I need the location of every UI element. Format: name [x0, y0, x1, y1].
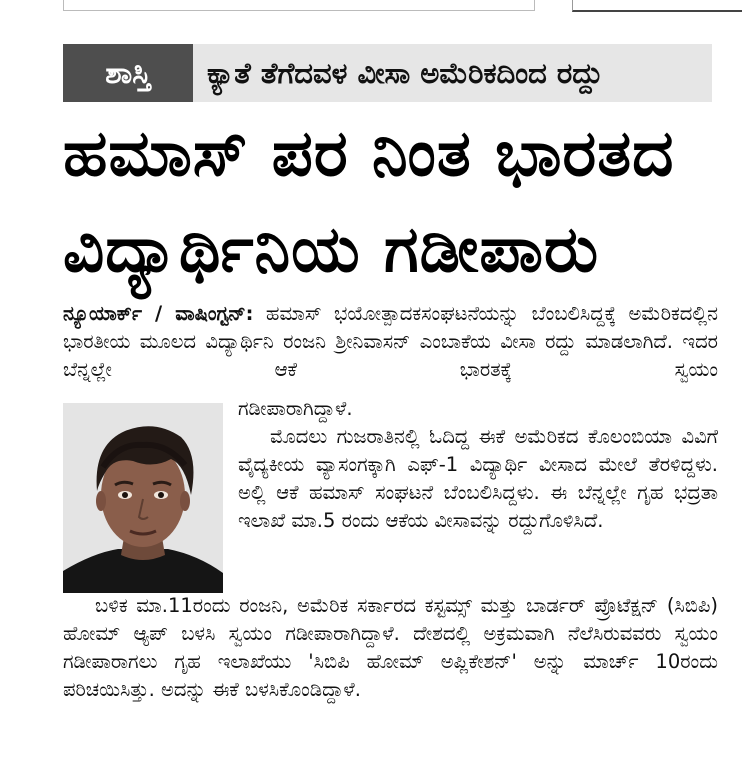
lead-continuation: ಗಡೀಪಾರಾಗಿದ್ದಾಳೆ.: [238, 397, 353, 420]
headline-line-2: ವಿದ್ಯಾರ್ಥಿನಿಯ ಗಡೀಪಾರು: [63, 213, 600, 287]
headline-line-1: ಹಮಾಸ್ ಪರ ನಿಂತ ಭಾರತದ: [63, 117, 675, 191]
dateline: ನ್ಯೂಯಾರ್ಕ್ / ವಾಷಿಂಗ್ಟನ್:: [63, 302, 254, 325]
kicker-text: ಕ್ಯಾತೆ ತೆಗೆದವಳ ವೀಸಾ ಅಮೆರಿಕದಿಂದ ರದ್ದು: [207, 55, 603, 90]
paragraph-2: ಮೊದಲು ಗುಜರಾತಿನಲ್ಲಿ ಓದಿದ್ದ ಈಕೆ ಅಮೆರಿಕದ ಕೊಲಂಬಿಯಾ ವಿವಿಗೆ ವೈದ್ಯಕೀಯ ವ್ಯಾಸಂಗಕ್ಕಾಗಿ ಎಫ್-1 ವಿದ್ಯಾರ್ಥಿ ವೀಸಾದ ಮೇಲೆ ತೆರಳಿದ್ದಳು. ಅಲ್ಲಿ ಆಕೆ ಹಮಾಸ್ ಸಂಘಟನೆ ಬೆಂಬಲಿಸಿದ್ದಳು. ಈ ಬೆನ್ನಲ್ಲೇ ಗೃಹ ಭದ್ರತಾ ಇಲಾಖೆ ಮಾ.5 ರಂದು ಆಕೆಯ ವೀಸಾವನ್ನು ರದ್ದುಗೊಳಿಸಿದೆ.: [238, 425, 718, 532]
paragraph-3: ಬಳಿಕ ಮಾ.11ರಂದು ರಂಜನಿ, ಅಮೆರಿಕ ಸರ್ಕಾರದ ಕಸ್ಟಮ್ಸ್ ಮತ್ತು ಬಾರ್ಡರ್ ಪ್ರೊಟೆಕ್ಷನ್ (ಸಿಬಿಪಿ) ಹೋಮ್ ಆ್ಯಪ್ ಬಳಸಿ ಸ್ವಯಂ ಗಡೀಪಾರಾಗಿದ್ದಾಳೆ. ದೇಶದಲ್ಲಿ ಅಕ್ರಮವಾಗಿ ನೆಲೆಸಿರುವವರು ಸ್ವಯಂ ಗಡೀಪಾರಾಗಲು ಗೃಹ ಇಲಾಖೆಯು 'ಸಿಬಿಪಿ ಹೋಮ್ ಅಪ್ಲಿಕೇಶನ್' ಅನ್ನು ಮಾರ್ಚ್ 10ರಂದು ಪರಿಚಯಿಸಿತ್ತು. ಅದನ್ನು ಈಕೆ ಬಳಸಿಕೊಂಡಿದ್ದಾಳೆ.: [63, 594, 718, 701]
person-photo: [63, 403, 223, 593]
lead-text: ಹಮಾಸ್ ಭಯೋತ್ಪಾದಕಸಂಘಟನೆಯನ್ನು ಬೆಂಬಲಿಸಿದ್ದಕ್ಕೆ ಅಮೆರಿಕದಲ್ಲಿನ ಭಾರತೀಯ ಮೂಲದ ವಿದ್ಯಾರ್ಥಿನಿ ರಂಜನಿ ಶ್ರೀನಿವಾಸನ್ ಎಂಬಾಕೆಯ ವೀಸಾ ರದ್ದು ಮಾಡಲಾಗಿದೆ. ಇದರ ಬೆನ್ನಲ್ಲೇ ಆಕೆ ಭಾರತಕ್ಕೆ ಸ್ವಯಂ: [63, 302, 718, 381]
kicker-tag: ಶಾಸ್ತಿ: [63, 44, 193, 102]
portrait-illustration: [63, 403, 223, 593]
article-bottom: [63, 592, 718, 704]
article-side-column: [238, 395, 718, 535]
article-lead: [63, 300, 718, 384]
kicker-bar: [63, 44, 712, 102]
previous-article-frame-right: [572, 0, 742, 12]
previous-article-frame-left: [63, 0, 535, 11]
headline: [63, 106, 723, 298]
